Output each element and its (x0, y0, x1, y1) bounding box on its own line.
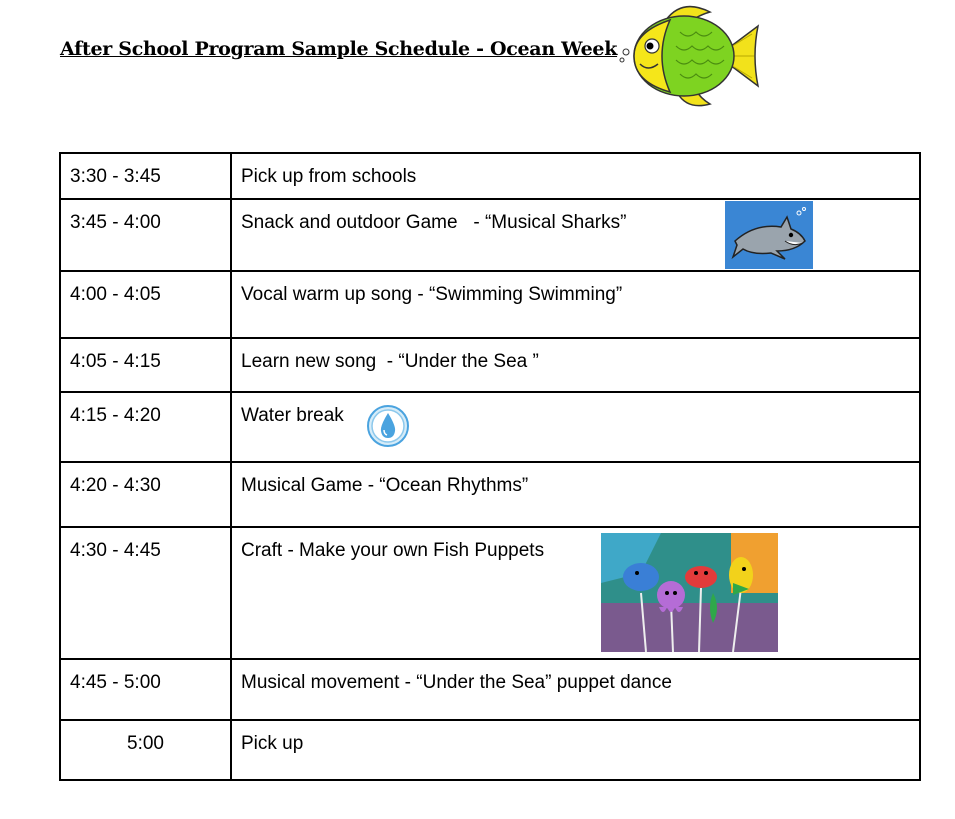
activity-cell (231, 720, 920, 780)
time-cell: 4:05 - 4:15 (60, 338, 231, 392)
activity-text: Craft - Make your own Fish Puppets (241, 540, 545, 561)
activity-cell (231, 659, 920, 720)
table-row (60, 153, 920, 199)
schedule-table (59, 152, 921, 781)
activity-text: Learn new song - “Under the Sea ” (241, 351, 539, 372)
activity-text: Pick up from schools (241, 166, 417, 187)
time-cell: 3:30 - 3:45 (60, 153, 231, 199)
shark-image (725, 201, 813, 269)
time-cell: 4:20 - 4:30 (60, 462, 231, 527)
activity-text: Pick up (241, 733, 304, 754)
activity-cell (231, 271, 920, 338)
activity-text: Musical movement - “Under the Sea” puppet dance (241, 672, 672, 693)
time-cell: 4:30 - 4:45 (60, 527, 231, 659)
page-title: After School Program Sample Schedule - Ocean Week (60, 38, 618, 60)
table-row (60, 720, 920, 780)
table-row (60, 659, 920, 720)
activity-cell (231, 153, 920, 199)
fish-puppets-photo (601, 533, 778, 652)
time-cell: 4:45 - 5:00 (60, 659, 231, 720)
activity-text: Vocal warm up song - “Swimming Swimming” (241, 284, 623, 305)
table-row (60, 462, 920, 527)
table-row (60, 527, 920, 659)
table-row (60, 338, 920, 392)
activity-cell (231, 338, 920, 392)
table-row (60, 271, 920, 338)
time-cell: 4:00 - 4:05 (60, 271, 231, 338)
time-cell: 5:00 (60, 720, 231, 780)
activity-text: Snack and outdoor Game - “Musical Sharks” (241, 212, 627, 233)
water-drop-icon (366, 404, 410, 448)
activity-text: Water break (241, 405, 344, 426)
time-cell: 4:15 - 4:20 (60, 392, 231, 462)
activity-cell (231, 392, 920, 462)
fish-clipart (618, 2, 760, 110)
activity-cell (231, 199, 920, 271)
table-row (60, 199, 920, 271)
activity-cell (231, 527, 920, 659)
activity-text: Musical Game - “Ocean Rhythms” (241, 475, 529, 496)
activity-cell (231, 462, 920, 527)
table-row (60, 392, 920, 462)
time-cell: 3:45 - 4:00 (60, 199, 231, 271)
